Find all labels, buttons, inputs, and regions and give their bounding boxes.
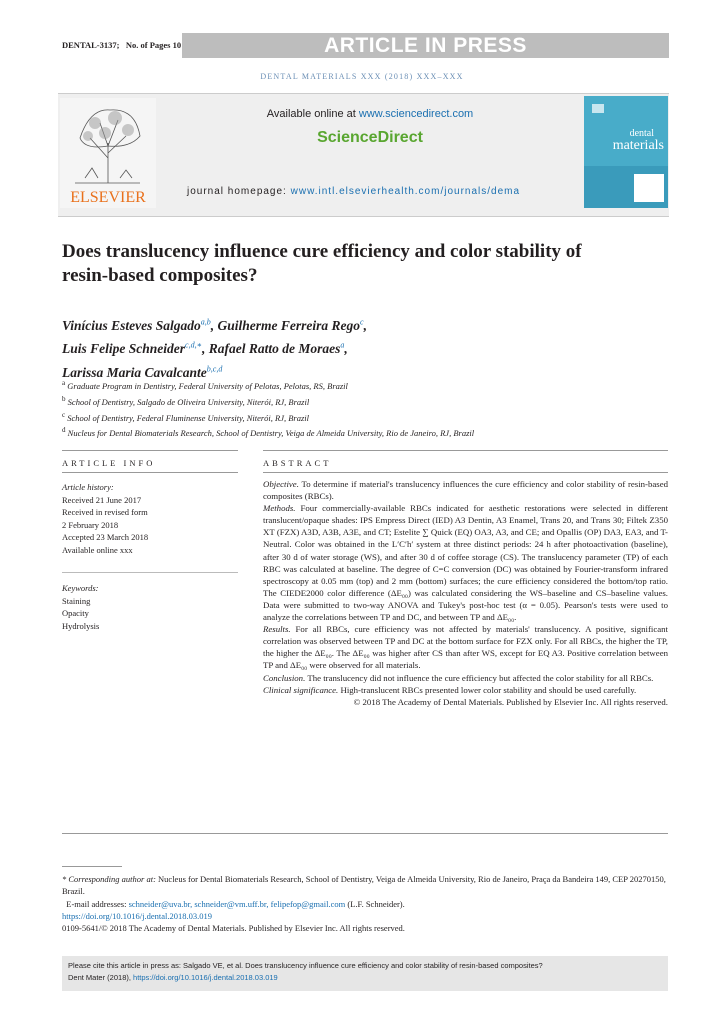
email-addresses: E-mail addresses: schneider@uva.br, schneider@vm.uff.br, felipefop@gmail.com (L.F. Schneider).	[66, 898, 405, 909]
journal-homepage: journal homepage: www.intl.elsevierhealth.com/journals/dema	[187, 186, 521, 197]
abstract-heading: ABSTRACT	[263, 458, 332, 468]
affiliations	[62, 377, 672, 440]
citation-line: Please cite this article in press as: Salgado VE, et al. Does translucency influence cure efficiency and color stability of resin-based composites?	[68, 961, 543, 970]
footnote-divider	[62, 866, 122, 867]
affiliation: $^c$ School of Dentistry, Federal Fluminense University, Niterói, RJ, Brazil	[62, 410, 310, 423]
footnotes	[62, 873, 668, 934]
article-in-press-banner: ARTICLE IN PRESS	[182, 33, 669, 58]
abstract-objective: Objective. To determine if material's translucency influences the cure efficiency and color stability of resin-based composites (RBCs).	[263, 479, 668, 502]
divider	[62, 450, 238, 451]
abstract-copyright: © 2018 The Academy of Dental Materials. Published by Elsevier Inc. All rights reserved.	[353, 696, 668, 707]
article-id-line	[62, 40, 181, 50]
abstract-clinical-significance: Clinical significance. High-translucent RBCs presented lower color stability and should be used carefully.	[263, 684, 637, 695]
corresponding-author: * Corresponding author at: Nucleus for Dental Biomaterials Research, School of Dentistry, Veiga de Almeida University, Rio de Janeiro, Praça da Bandeira 149, CEP 20270150, Brazil.	[62, 874, 666, 897]
history-item: Available online xxx	[62, 544, 133, 555]
keyword: Hydrolysis	[62, 620, 100, 631]
author: Vinícius Esteves Salgado$^{a,b}$,	[62, 317, 218, 333]
affiliation: $^d$ Nucleus for Dental Biomaterials Research, School of Dentistry, Veiga de Almeida University, Rio de Janeiro, RJ, Brazil	[62, 426, 475, 439]
sciencedirect-logo: ScienceDirect	[317, 129, 423, 146]
doi-link[interactable]: https://doi.org/10.1016/j.dental.2018.03.019	[62, 910, 213, 921]
cover-title: dental	[629, 128, 654, 139]
author: Rafael Ratto de Moraes$^a$,	[208, 340, 348, 356]
citation-doi-link[interactable]: https://doi.org/10.1016/j.dental.2018.03.019	[133, 973, 278, 982]
journal-running-head: DENTAL MATERIALS XXX (2018) XXX–XXX	[260, 72, 464, 81]
email-links[interactable]: schneider@uva.br, schneider@vm.uff.br, felipefop@gmail.com	[128, 898, 346, 909]
journal-homepage-link[interactable]: www.intl.elsevierhealth.com/journals/dema	[290, 186, 521, 197]
svg-text:materials: materials	[612, 138, 664, 153]
history-item: 2 February 2018	[62, 519, 119, 530]
keywords: Keywords: Staining Opacity Hydrolysis	[62, 582, 232, 632]
keyword: Staining	[62, 595, 91, 606]
author-list	[62, 312, 662, 383]
sciencedirect-link[interactable]: www.sciencedirect.com	[358, 108, 474, 120]
author: Luis Felipe Schneider$^{c,d,∗}$,	[62, 340, 209, 356]
article-id: DENTAL-3137;	[62, 40, 120, 50]
affiliation: $^b$ School of Dentistry, Salgado de Oliveira University, Niterói, RJ, Brazil	[62, 394, 310, 407]
journal-cover	[584, 96, 668, 208]
article-info-heading: ARTICLE INFO	[62, 458, 156, 468]
divider	[263, 472, 668, 473]
affiliation: $^a$ Graduate Program in Dentistry, Federal University of Pelotas, Pelotas, RS, Brazil	[62, 379, 348, 391]
page-count: No. of Pages 10	[125, 40, 182, 50]
available-online: Available online at www.sciencedirect.com	[266, 108, 474, 120]
keyword: Opacity	[62, 608, 89, 618]
divider	[62, 572, 238, 573]
divider	[263, 450, 668, 451]
history-item: Accepted 23 March 2018	[62, 532, 149, 542]
svg-text:ELSEVIER: ELSEVIER	[70, 189, 146, 206]
citation-line: Dent Mater (2018), https://doi.org/10.1016/j.dental.2018.03.019	[68, 973, 278, 982]
abstract-conclusion: Conclusion. The translucency did not influence the cure efficiency but affected the color stability for all RBCs.	[263, 672, 654, 683]
article-title: Does translucency influence cure efficiency and color stability of resin-based composites?	[62, 241, 582, 286]
history-item: Received 21 June 2017	[62, 494, 142, 505]
abstract-results: Results. For all RBCs, cure efficiency was not affected by materials' translucency. A positive, significant correlation was observed between TP and DC at the bottom surface for FZX only. For all RBCs, the higher the TP, the higher the ΔE₀₀. The ΔE₀₀ was higher after CS than after WS, except for EQ A3. Positive correlation between TP and ΔE₀₀ were observed for all materials.	[263, 624, 668, 671]
article-history: Article history: Received 21 June 2017 Received in revised form 2 February 2018 Accepted 23 March 2018 Available online xxx	[62, 481, 232, 556]
elsevier-logo	[60, 98, 156, 208]
author: Larissa Maria Cavalcante$^{b,c,d}$	[62, 364, 223, 380]
abstract-methods: Methods. Four commercially-available RBCs indicated for aesthetic restorations were selected in different translucent/opaque shades: IPS Empress Direct (IED) A3 Dentin, A3 Enamel, Trans 20, and Trans 30; Filtek Z350 XT (FZX) A3D, A3B, A3E, and CT; Estelite ∑ Quick (EQ) OA3, A3, and CE; and Opallis (OP) DA3, EA3, and T-Neutral. Color was obtained in the L′C′h′ system at three distinct periods: 24 h after photoactivation (baseline), after 30 d of water storage (WS), and after 30 d of coffee storage (CS). The translucency parameter (TP) of each RBC was calculated at baseline. The degree of C=C conversion (DC) was obtained by Fourier-transform infrared spectroscopy at 0.05 mm (top) and 2 mm (bottom) surfaces; the cure efficiency considered the bottom/top ratio. The CIEDE2000 color difference (ΔE₀₀) was calculated considering the WS–baseline and CS–baseline values. Data were submitted to two-way ANOVA and Tukey's post-hoc test (α = 0.05). Pearson's tests were used to analyze the correlations between TP and DC, and between TP and ΔE₀₀.	[263, 503, 668, 623]
issn-copyright: 0109-5641/© 2018 The Academy of Dental Materials. Published by Elsevier Inc. All rights reserved.	[62, 923, 405, 934]
divider	[62, 472, 238, 473]
abstract-body	[263, 478, 668, 708]
author: Guilherme Ferreira Rego$^c$,	[217, 317, 367, 333]
citation-box	[62, 956, 668, 991]
divider	[62, 833, 668, 834]
history-item: Received in revised form	[62, 507, 148, 517]
